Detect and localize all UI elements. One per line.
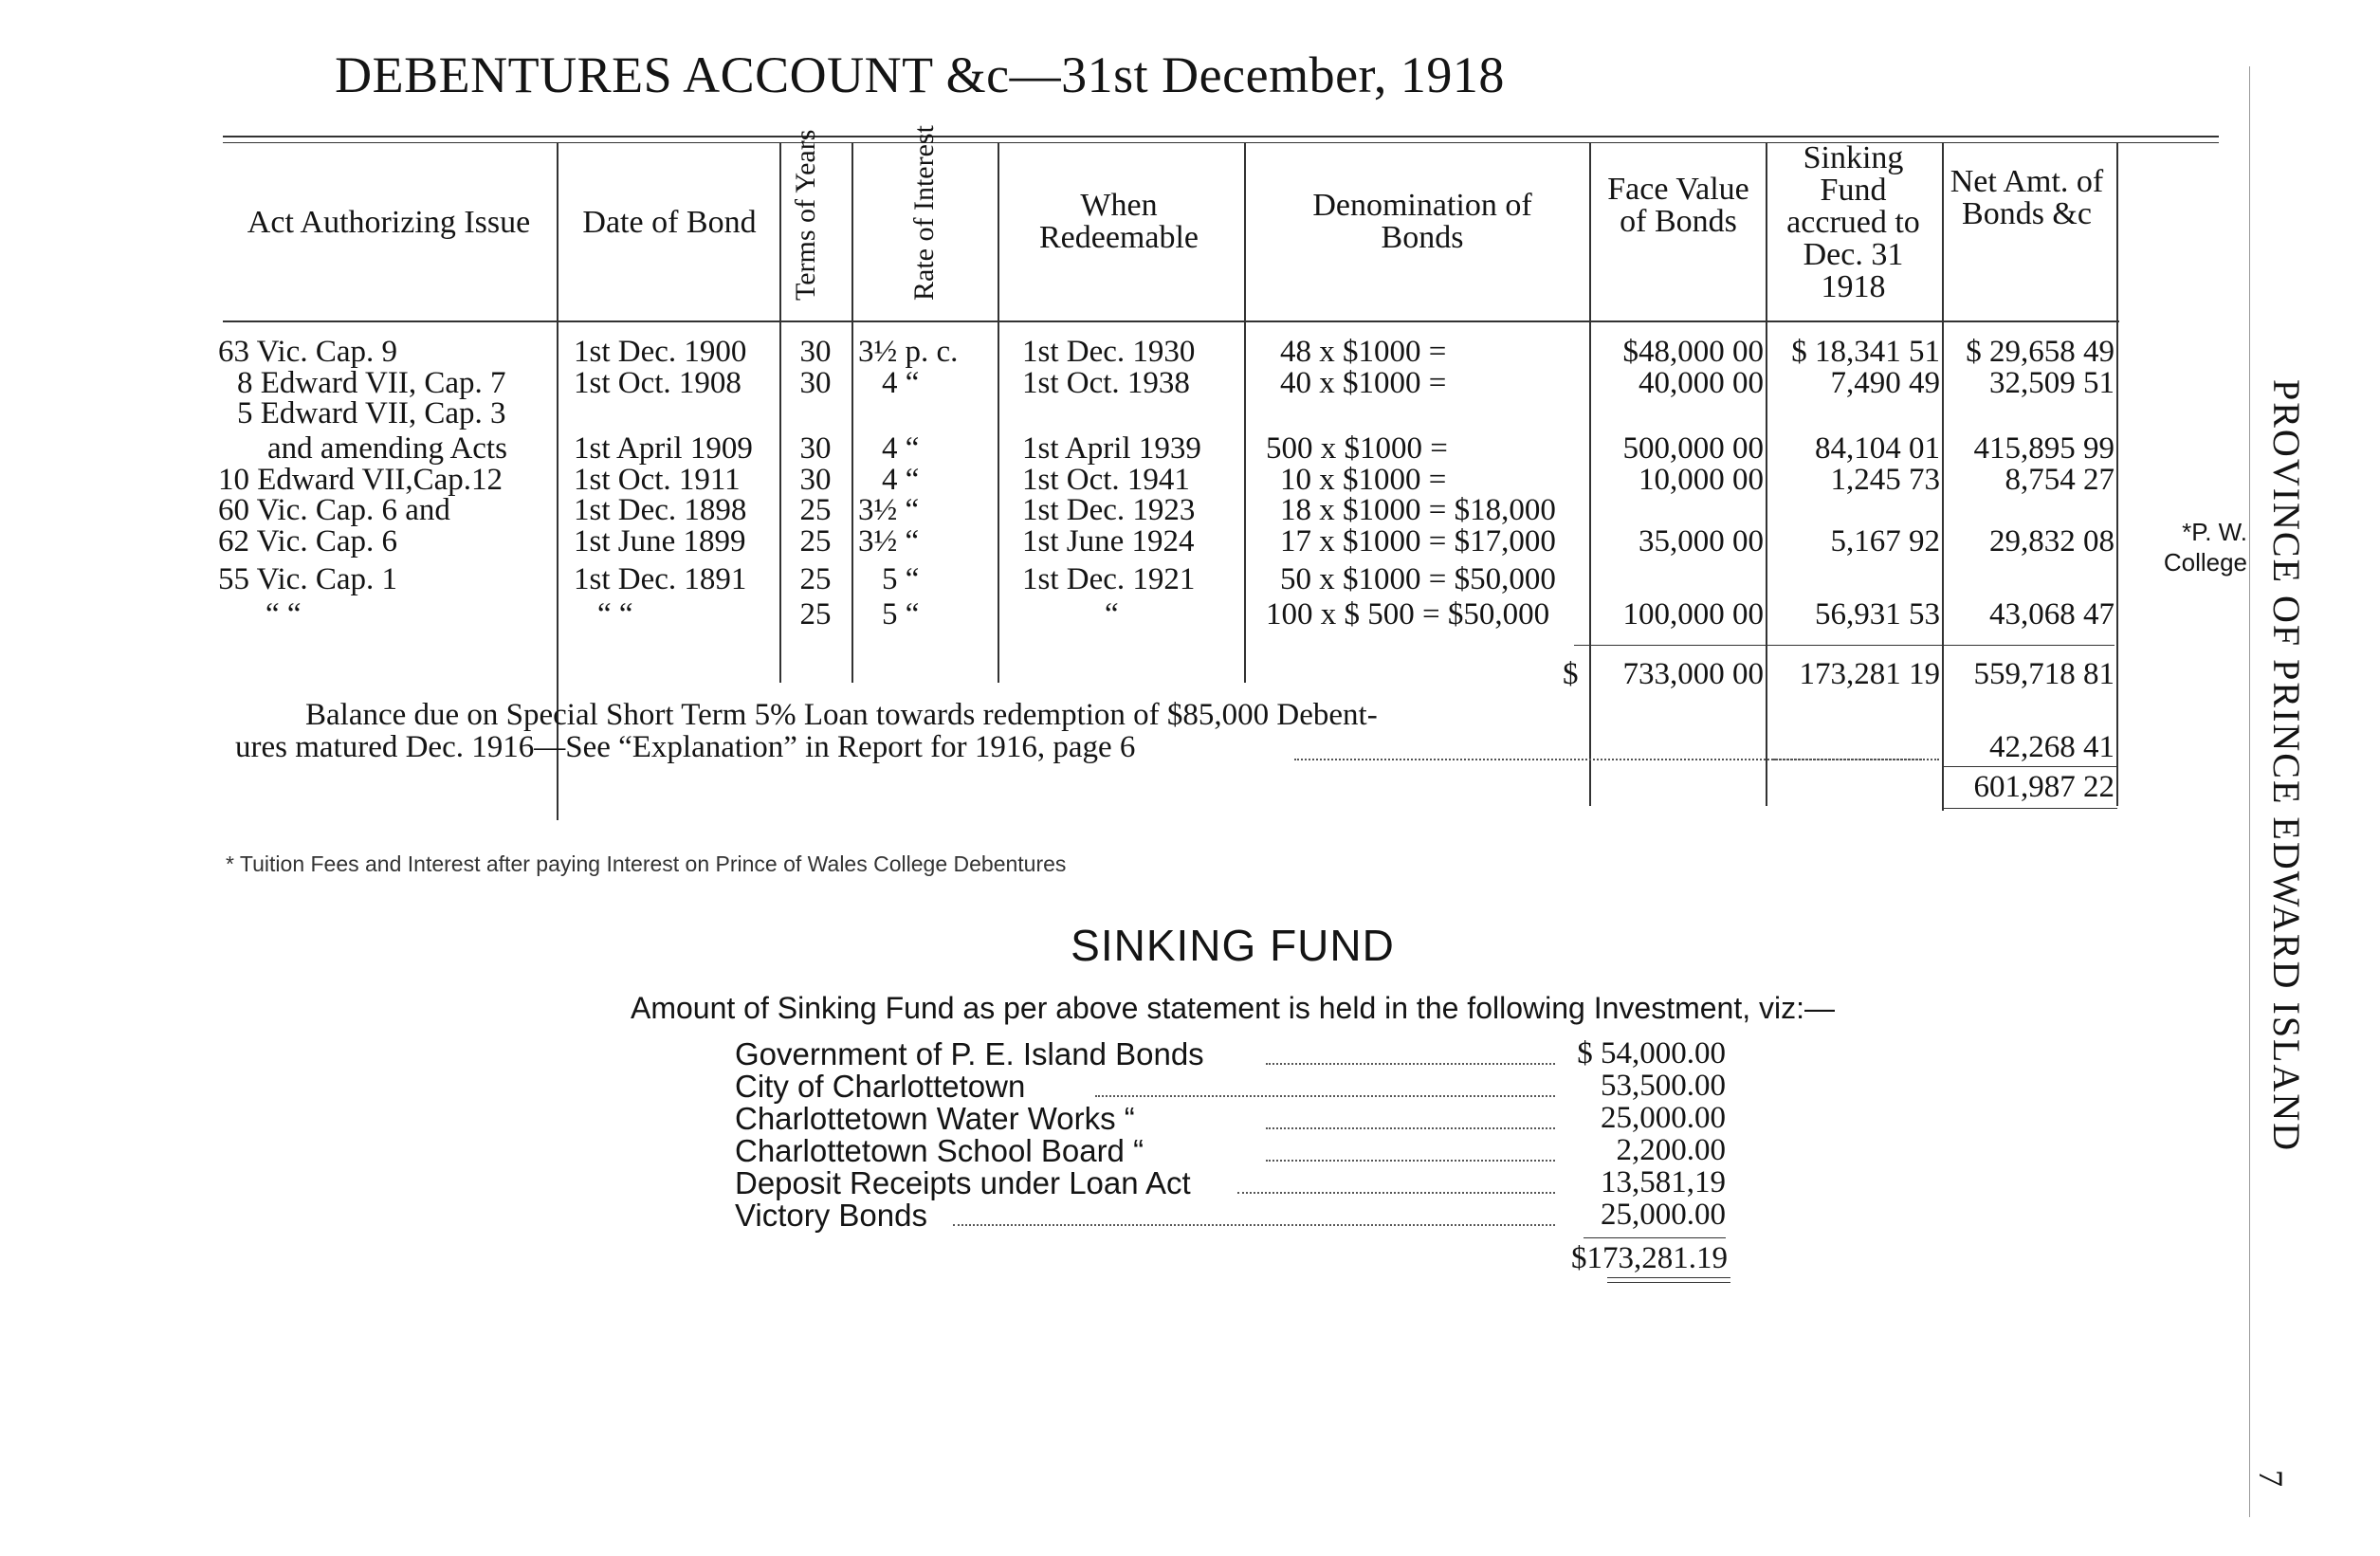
header-when: When Redeemable — [1038, 188, 1199, 255]
cell-date: 1st June 1899 — [574, 524, 746, 558]
cell-when: 1st June 1924 — [1022, 524, 1195, 558]
cell-term: 30 — [799, 366, 832, 400]
cell-denom: 17 x $1000 = $17,000 — [1280, 524, 1556, 558]
header-bottom-rule — [223, 320, 2119, 322]
cell-rate: 3½ “ — [858, 493, 920, 527]
cell-date: 1st Oct. 1908 — [574, 366, 741, 400]
header-net: Net Amt. of Bonds &c — [1950, 164, 2104, 231]
cell-sinking: 56,931 53 — [1815, 597, 1940, 632]
table-row — [0, 495, 2181, 527]
right-edge-rule — [2249, 66, 2250, 1517]
balance-line-2: ures matured Dec. 1916—See “Explanation” in Report for 1916, page 6 — [235, 730, 1136, 764]
investments-total: $173,281.19 — [1571, 1241, 1728, 1275]
cell-date: 1st Oct. 1911 — [574, 463, 741, 497]
cell-face: 100,000 00 — [1622, 597, 1764, 632]
leader-dots — [953, 1224, 1555, 1226]
cell-net: 32,509 51 — [1989, 366, 2115, 400]
table-row — [0, 465, 2181, 497]
header-sinking: Sinking Fund accrued to Dec. 31 1918 — [1786, 140, 1920, 304]
sinking-fund-intro: Amount of Sinking Fund as per above statement is held in the following Investment, viz:— — [631, 991, 1835, 1025]
cell-rate: 4 “ — [882, 463, 920, 497]
balance-line-1: Balance due on Special Short Term 5% Loan towards redemption of $85,000 Debent- — [305, 698, 1378, 732]
page-number: 7 — [2252, 1470, 2290, 1487]
list-item — [735, 1071, 1759, 1102]
list-item — [735, 1103, 1759, 1134]
balance-leader-2 — [1773, 759, 1925, 760]
cell-sinking: 5,167 92 — [1830, 524, 1940, 558]
leader-dots — [1266, 1127, 1555, 1129]
totals-net: 559,718 81 — [1973, 657, 2115, 691]
cell-date: 1st Dec. 1891 — [574, 562, 747, 596]
header-rate — [908, 125, 941, 301]
cell-act: 8 Edward VII, Cap. 7 — [237, 366, 506, 400]
cell-when: “ — [1105, 597, 1119, 632]
grand-total: 601,987 22 — [1973, 770, 2115, 804]
cell-act: 10 Edward VII,Cap.12 — [218, 463, 503, 497]
cell-act: 5 Edward VII, Cap. 3 — [237, 396, 506, 430]
cell-act: 63 Vic. Cap. 9 — [218, 335, 397, 369]
cell-term: 30 — [799, 463, 832, 497]
leader-dots — [1266, 1063, 1555, 1065]
cell-net: 29,832 08 — [1989, 524, 2115, 558]
header-act: Act Authorizing Issue — [247, 205, 531, 240]
table-row — [0, 337, 2181, 369]
grand-total-underline — [1942, 808, 2117, 809]
table-row — [0, 599, 2181, 632]
cell-face: $48,000 00 — [1622, 335, 1764, 369]
investment-label: Deposit Receipts under Loan Act — [735, 1165, 1191, 1200]
cell-act: and amending Acts — [267, 431, 507, 466]
cell-term: 25 — [799, 524, 832, 558]
totals-sinking: 173,281 19 — [1799, 657, 1940, 691]
cell-when: 1st Dec. 1930 — [1022, 335, 1196, 369]
leader-dots — [1095, 1095, 1555, 1097]
investment-amount: 53,500.00 — [1601, 1069, 1726, 1103]
page-title: DEBENTURES ACCOUNT &c—31st December, 1918 — [335, 46, 1505, 103]
cell-when: 1st Dec. 1923 — [1022, 493, 1196, 527]
cell-sinking: 7,490 49 — [1830, 366, 1940, 400]
cell-rate: 4 “ — [882, 366, 920, 400]
cell-when: 1st Oct. 1938 — [1022, 366, 1190, 400]
cell-denom: 18 x $1000 = $18,000 — [1280, 493, 1556, 527]
footnote: * Tuition Fees and Interest after paying Interest on Prince of Wales College Debentures — [226, 851, 1067, 876]
list-item — [735, 1167, 1759, 1199]
totals-dollar: $ — [1563, 657, 1579, 691]
cell-rate: 5 “ — [882, 597, 920, 632]
side-title: PROVINCE OF PRINCE EDWARD ISLAND — [2265, 379, 2308, 1153]
header-term — [790, 130, 822, 301]
investment-label: City of Charlottetown — [735, 1069, 1026, 1104]
investment-amount: 2,200.00 — [1616, 1133, 1726, 1167]
cell-term: 30 — [799, 335, 832, 369]
cell-face: 500,000 00 — [1622, 431, 1764, 466]
list-item — [735, 1135, 1759, 1166]
table-top-rule — [223, 136, 2219, 137]
table-row — [0, 526, 2181, 558]
table-row — [0, 433, 2181, 466]
cell-rate: 5 “ — [882, 562, 920, 596]
cell-term: 30 — [799, 431, 832, 466]
investments-total-underline — [1607, 1277, 1730, 1278]
college-note: *P. W. College — [2163, 518, 2247, 577]
cell-term: 25 — [799, 562, 832, 596]
cell-sinking: $ 18,341 51 — [1791, 335, 1940, 369]
cell-when: 1st April 1939 — [1022, 431, 1201, 466]
cell-when: 1st Oct. 1941 — [1022, 463, 1190, 497]
cell-denom: 50 x $1000 = $50,000 — [1280, 562, 1556, 596]
cell-denom: 40 x $1000 = — [1280, 366, 1447, 400]
list-item — [735, 1199, 1759, 1231]
investment-amount: $ 54,000.00 — [1577, 1036, 1726, 1071]
leader-dots — [1266, 1160, 1555, 1162]
table-row — [0, 368, 2181, 400]
balance-amount: 42,268 41 — [1989, 730, 2115, 764]
cell-net: 8,754 27 — [2005, 463, 2115, 497]
cell-denom: 500 x $1000 = — [1266, 431, 1448, 466]
cell-face: 35,000 00 — [1639, 524, 1764, 558]
grand-total-rule — [1942, 766, 2117, 767]
header-date: Date of Bond — [582, 205, 757, 240]
cell-date: “ “ — [597, 597, 633, 632]
cell-term: 25 — [799, 493, 832, 527]
investment-label: Government of P. E. Island Bonds — [735, 1036, 1204, 1071]
cell-net: $ 29,658 49 — [1966, 335, 2115, 369]
investment-label: Victory Bonds — [735, 1198, 927, 1233]
table-row — [0, 564, 2181, 596]
cell-denom: 10 x $1000 = — [1280, 463, 1447, 497]
cell-denom: 48 x $1000 = — [1280, 335, 1447, 369]
cell-face: 40,000 00 — [1639, 366, 1764, 400]
cell-rate: 4 “ — [882, 431, 920, 466]
cell-date: 1st April 1909 — [574, 431, 753, 466]
cell-term: 25 — [799, 597, 832, 632]
header-rate-text: Rate of Interest — [908, 125, 940, 301]
cell-act: “ “ — [265, 597, 302, 632]
cell-net: 43,068 47 — [1989, 597, 2115, 632]
cell-date: 1st Dec. 1898 — [574, 493, 747, 527]
cell-rate: 3½ p. c. — [858, 335, 959, 369]
cell-sinking: 1,245 73 — [1830, 463, 1940, 497]
leader-dots — [1237, 1192, 1555, 1194]
investment-label: Charlottetown Water Works “ — [735, 1101, 1135, 1136]
totals-face: 733,000 00 — [1622, 657, 1764, 691]
totals-rule — [1574, 645, 2115, 646]
header-denom: Denomination of Bonds — [1312, 188, 1532, 255]
cell-when: 1st Dec. 1921 — [1022, 562, 1196, 596]
investment-label: Charlottetown School Board “ — [735, 1133, 1144, 1168]
sinking-fund-title: SINKING FUND — [1071, 921, 1395, 970]
cell-rate: 3½ “ — [858, 524, 920, 558]
investments-total-underline-2 — [1607, 1282, 1730, 1283]
cell-act: 55 Vic. Cap. 1 — [218, 562, 397, 596]
cell-net: 415,895 99 — [1973, 431, 2115, 466]
investment-amount: 25,000.00 — [1601, 1101, 1726, 1135]
table-row — [0, 398, 2181, 430]
cell-date: 1st Dec. 1900 — [574, 335, 747, 369]
cell-denom: 100 x $ 500 = $50,000 — [1266, 597, 1550, 632]
header-term-text: Terms of Years — [790, 129, 821, 301]
header-face: Face Value of Bonds — [1607, 172, 1749, 239]
investment-amount: 13,581,19 — [1601, 1165, 1726, 1199]
cell-act: 60 Vic. Cap. 6 and — [218, 493, 450, 527]
cell-sinking: 84,104 01 — [1815, 431, 1940, 466]
cell-face: 10,000 00 — [1639, 463, 1764, 497]
investments-total-rule — [1584, 1237, 1726, 1238]
cell-act: 62 Vic. Cap. 6 — [218, 524, 397, 558]
list-item — [735, 1038, 1759, 1070]
investment-amount: 25,000.00 — [1601, 1198, 1726, 1232]
